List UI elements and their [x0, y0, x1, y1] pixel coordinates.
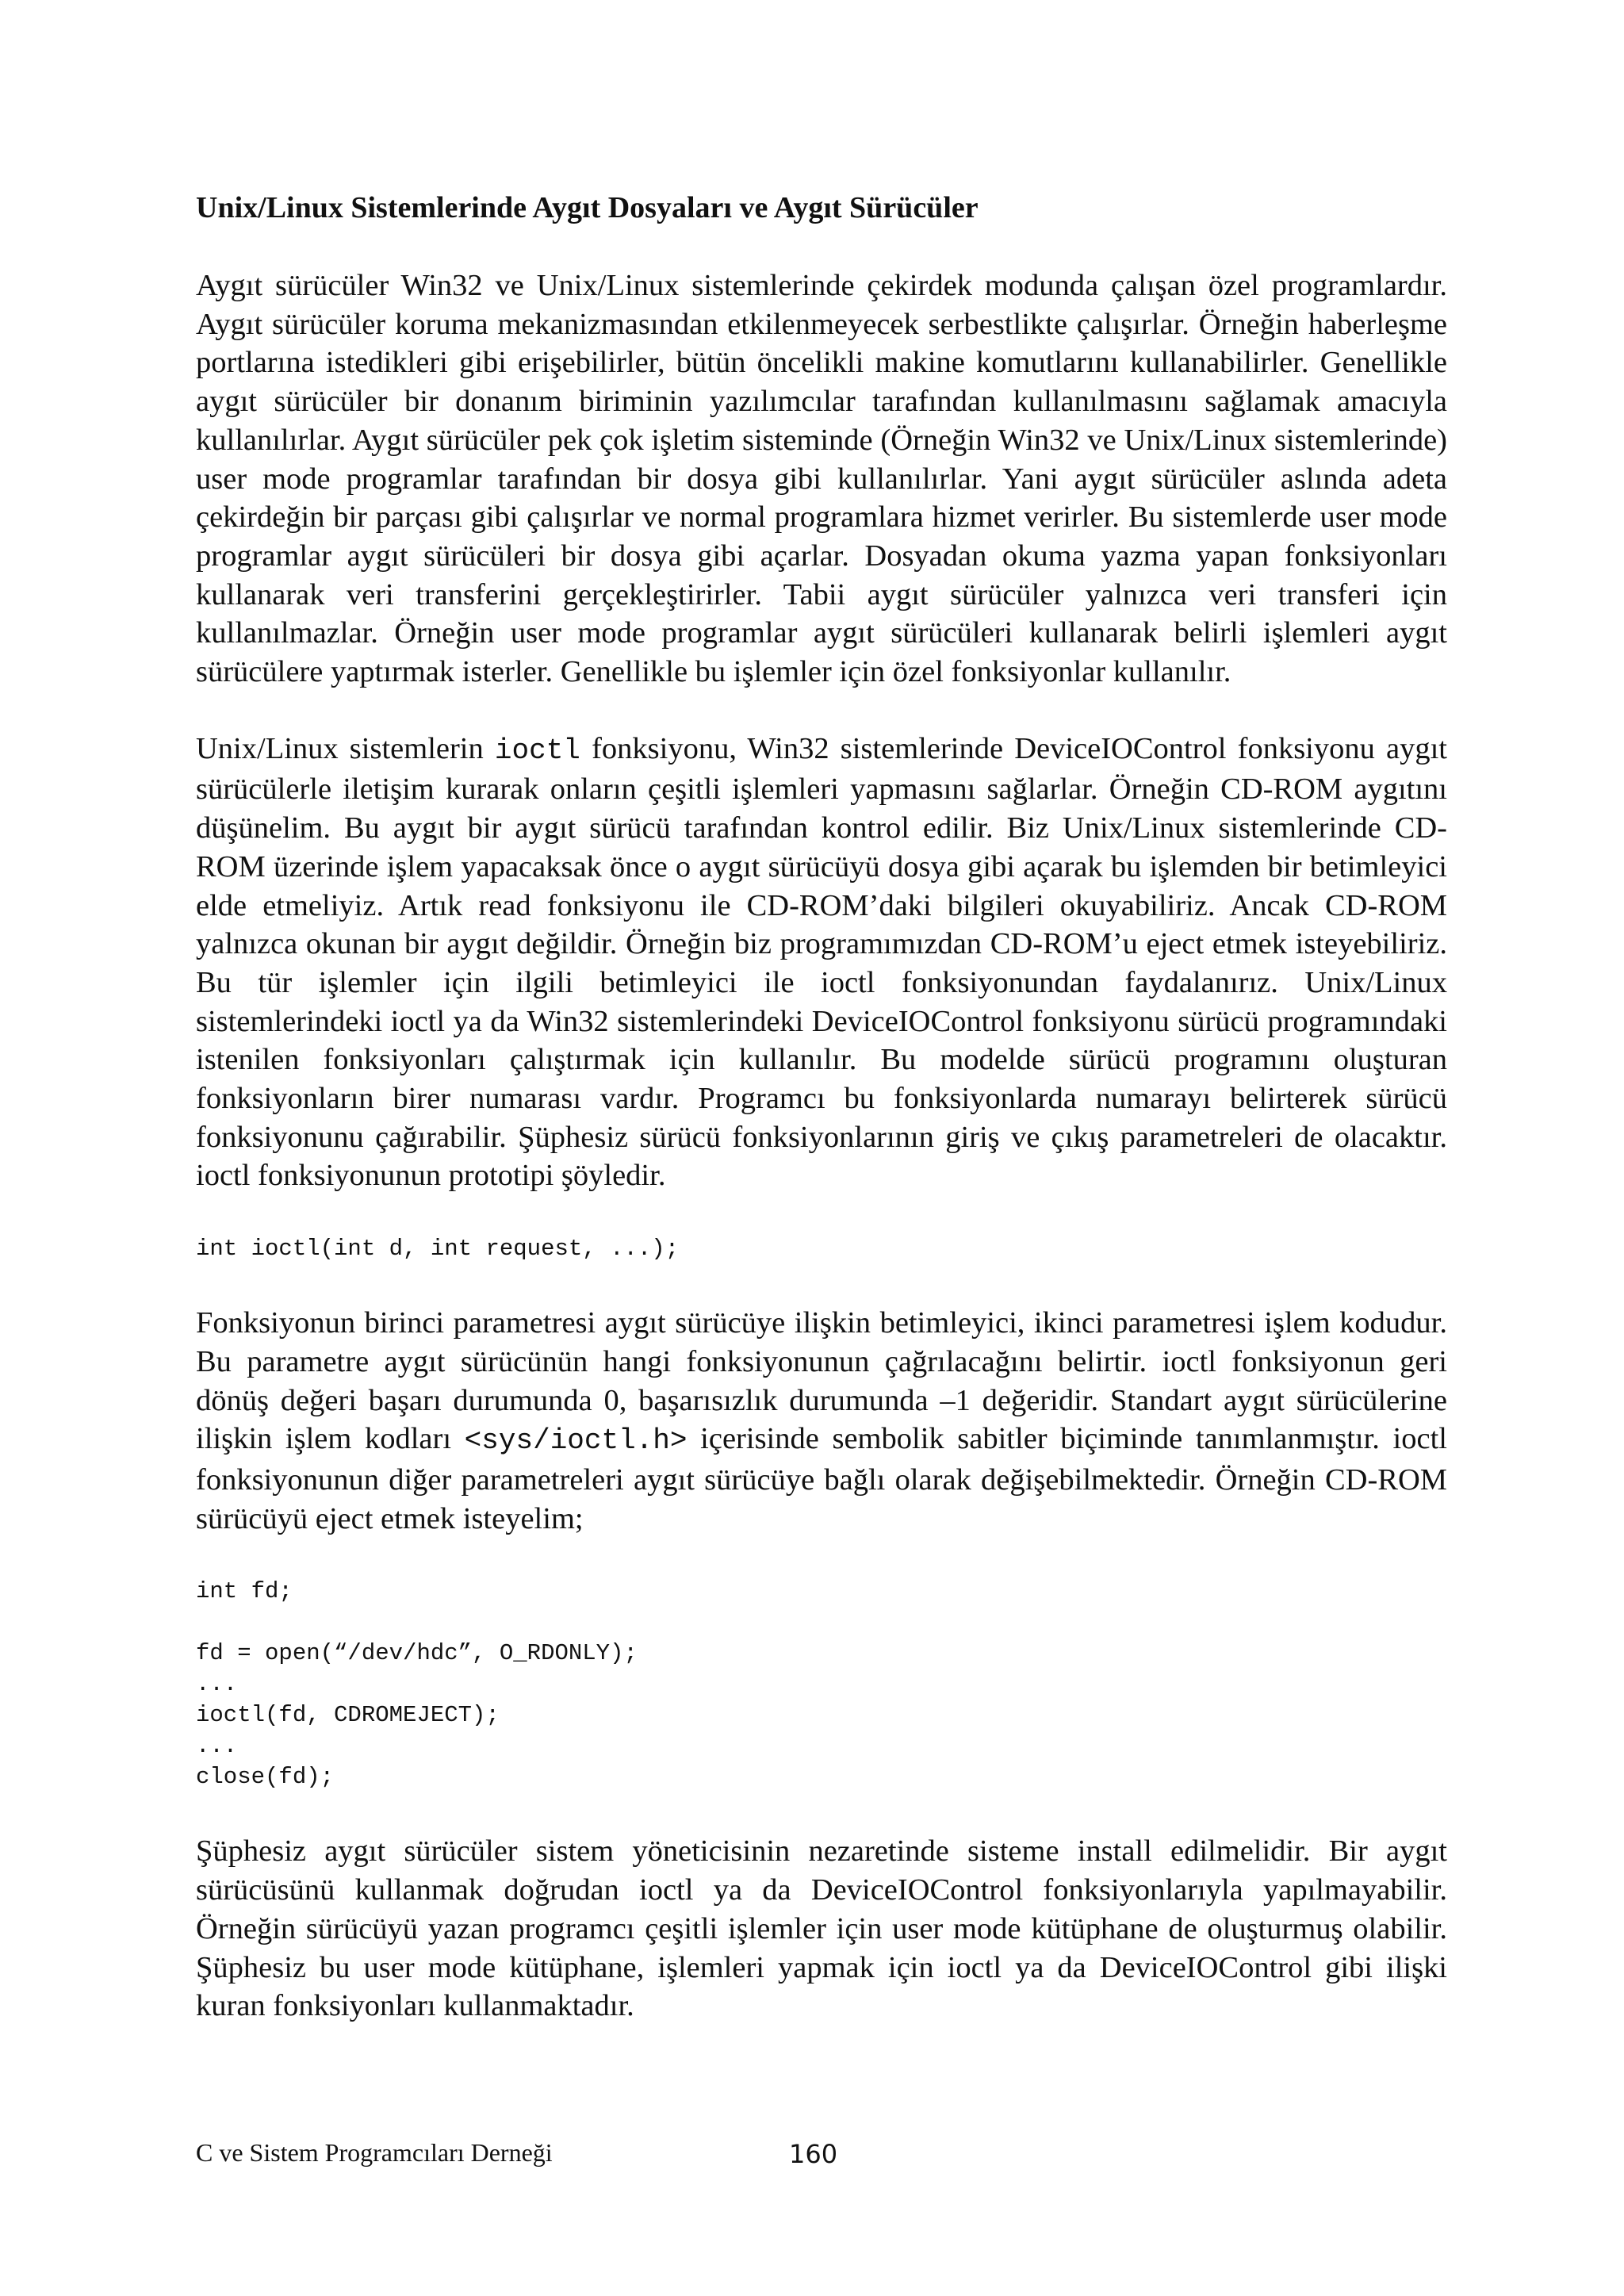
paragraph-intro-text: Aygıt sürücüler Win32 ve Unix/Linux sistemlerinde çekirdek modunda çalışan özel programlardır. Aygıt sürücüler koruma mekanizmasından etkilenmeyecek serbestlikte çalışırlar. Örneğin haberleşme portlarına istedikleri gibi erişebilirler, bütün öncelikli makine komutlarını kullanabilirler. Genellikle aygıt sürücüler bir donanım biriminin yazılımcılar tarafından kullanılmasını sağlamak amacıyla kullanılırlar. Aygıt sürücüler pek çok işletim sisteminde (Örneğin Win32 ve Unix/Linux sistemlerinde) user mode programlar tarafından bir dosya gibi kullanılırlar. Yani aygıt sürücüler aslında adeta çekirdeğin bir parçası gibi çalışırlar ve normal programlara hizmet verirler. Bu sistemlerde user mode programlar aygıt sürücüleri bir dosya gibi açarlar. Dosyadan okuma yazma yapan fonksiyonları kullanarak veri transferini gerçekleştirirler. Tabii aygıt sürücüler yalnızca veri transferi için kullanılmazlar. Örneğin user mode programlar aygıt sürücüleri kullanarak belirli işlemleri aygıt sürücülere yaptırmak isterler. Genellikle bu işlemler için özel fonksiyonlar kullanılır. — [196, 269, 1447, 689]
paragraph-installation — [196, 1832, 1447, 2026]
paragraph-parameters-text-start: Fonksiyonun birinci parametresi aygıt sürücüye ilişkin betimleyici, ikinci parametresi işlem kodudur. Bu parametre aygıt sürücünün hangi fonksiyonunun çağrılacağını belirtir. ioctl fonksiyonun geri dönüş değeri başarı durumunda 0, başarısızlık durumunda –1 değeridir. Standart aygıt sürücülerine ilişkin işlem kodları — [196, 1306, 1447, 1456]
page-footer — [196, 2135, 1447, 2175]
paragraph-ioctl-text-start: Unix/Linux sistemlerin — [196, 731, 495, 765]
footer-organization: C ve Sistem Programcıları Derneği — [196, 2138, 553, 2167]
code-line: ... — [196, 1733, 238, 1760]
paragraph-installation-text: Şüphesiz aygıt sürücüler sistem yöneticisinin nezaretinde sisteme install edilmelidir. Bir aygıt sürücüsünü kullanmak doğrudan ioctl ya da DeviceIOControl fonksiyonlarıyla yapılmayabilir. Örneğin sürücüyü yazan programcı çeşitli işlemler için user mode kütüphane de oluşturmuş olabilir. Şüphesiz bu user mode kütüphane, işlemleri yapmak için ioctl ya da DeviceIOControl gibi ilişki kuran fonksiyonları kullanmaktadır. — [196, 1834, 1447, 2023]
code-line: ioctl(fd, CDROMEJECT); — [196, 1702, 500, 1729]
code-line: int ioctl(int d, int request, ...); — [196, 1236, 680, 1263]
code-block-eject-example — [196, 1576, 1447, 1792]
paragraph-parameters-text-end: içerisinde sembolik sabitler biçiminde tanımlanmıştır. ioctl fonksiyonunun diğer parametreleri aygıt sürücüye bağlı olarak değişebilmektedir. Örneğin CD-ROM sürücüyü eject etmek isteyelim; — [196, 1422, 1447, 1535]
document-page — [196, 189, 1447, 2064]
page-number: 160 — [789, 2139, 838, 2169]
inline-code-ioctl: ioctl — [494, 734, 580, 767]
code-line: fd = open(“/dev/hdc”, O_RDONLY); — [196, 1640, 638, 1667]
paragraph-parameters — [196, 1304, 1447, 1538]
paragraph-intro — [196, 266, 1447, 692]
code-line: close(fd); — [196, 1764, 335, 1791]
code-line: ... — [196, 1671, 238, 1698]
code-block-prototype — [196, 1233, 1447, 1264]
paragraph-ioctl-text-end: fonksiyonu, Win32 sistemlerinde DeviceIOControl fonksiyonu aygıt sürücülerle iletişim kurarak onların çeşitli işlemleri yapmasını sağlarlar. Örneğin CD-ROM aygıtını düşünelim. Bu aygıt bir aygıt sürücü tarafından kontrol edilir. Biz Unix/Linux sistemlerinde CD-ROM üzerinde işlem yapacaksak önce o aygıt sürücüyü dosya gibi açarak bu işlemden bir betimleyici elde etmeliyiz. Artık read fonksiyonu ile CD-ROM’daki bilgileri okuyabiliriz. Ancak CD-ROM yalnızca okunan bir aygıt değildir. Örneğin biz programımızdan CD-ROM’u eject etmek isteyebiliriz. Bu tür işlemler için ilgili betimleyici ile ioctl fonksiyonundan faydalanırız. Unix/Linux sistemlerindeki ioctl ya da Win32 sistemlerindeki DeviceIOControl fonksiyonu sürücü programındaki istenilen fonksiyonları çalıştırmak için kullanılır. Bu modelde sürücü programını oluşturan fonksiyonların birer numarası vardır. Programcı bu fonksiyonlarda numarayı belirterek sürücü fonksiyonunu çağırabilir. Şüphesiz sürücü fonksiyonlarının giriş ve çıkış parametreleri de olacaktır. ioctl fonksiyonunun prototipi şöyledir. — [196, 731, 1447, 1193]
page-title: Unix/Linux Sistemlerinde Aygıt Dosyaları ve Aygıt Sürücüler — [196, 191, 979, 224]
paragraph-ioctl — [196, 730, 1447, 1195]
code-line: int fd; — [196, 1578, 293, 1605]
inline-code-header: <sys/ioctl.h> — [464, 1424, 688, 1458]
code-line — [196, 1607, 1447, 1638]
